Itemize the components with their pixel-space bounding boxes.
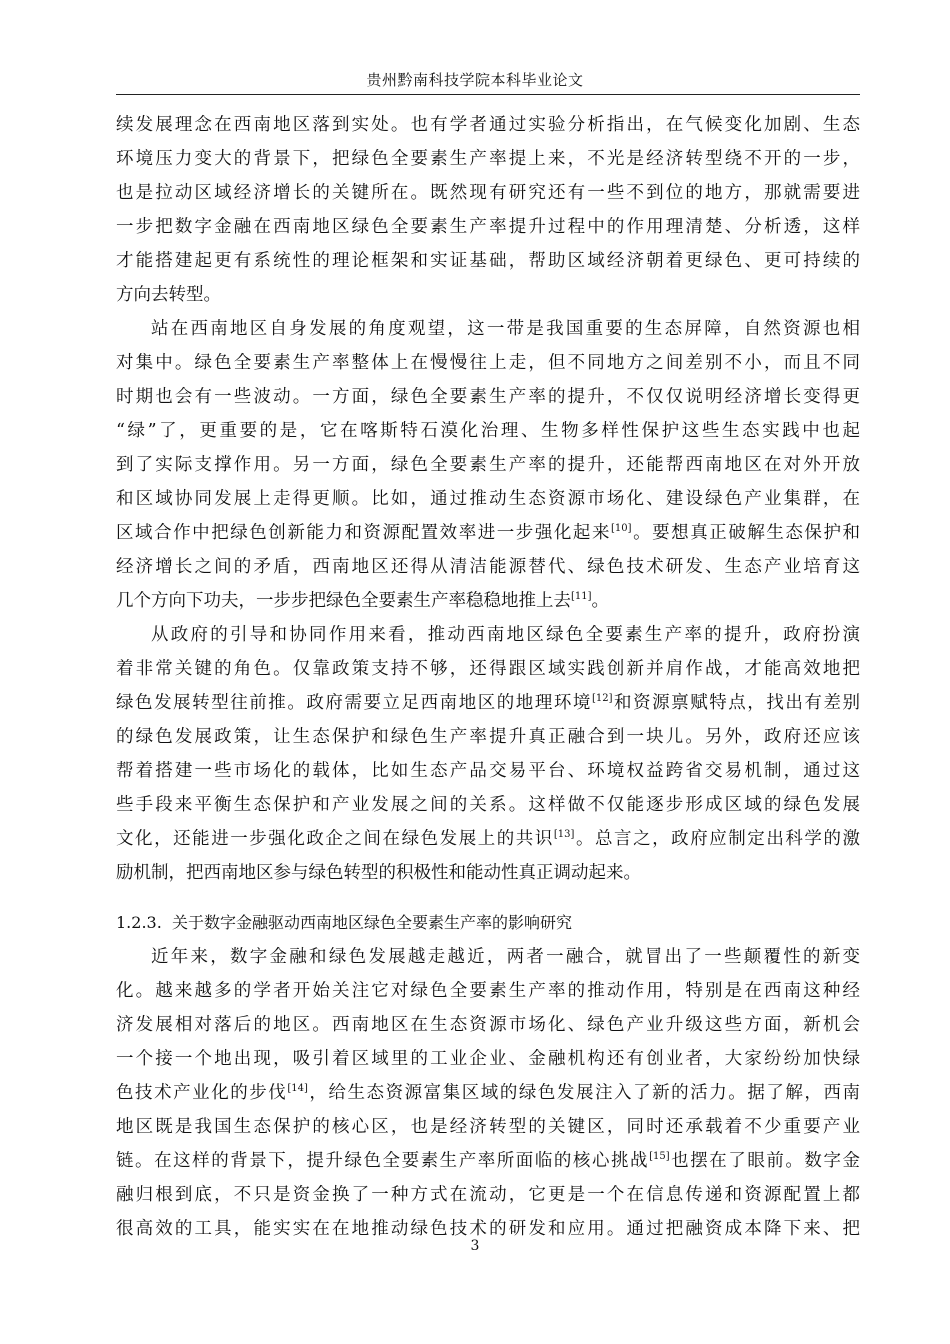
paragraph-4 bbox=[116, 940, 860, 1246]
text-line: 站在西南地区自身发展的角度观望，这一带是我国重要的生态屏障，自然资源也相 bbox=[151, 319, 860, 339]
text-segment: 色技术产业化的步伐 bbox=[116, 1083, 288, 1103]
text-line: 环境压力变大的背景下，把绿色全要素生产率提上来，不光是经济转型绕不开的一步， bbox=[116, 149, 860, 169]
text-segment: 文化，还能进一步强化政企之间在绿色发展上的共识 bbox=[116, 829, 554, 849]
text-segment: 。要想真正破解生态保护和 bbox=[631, 523, 860, 543]
citation-ref: [15] bbox=[649, 1151, 670, 1162]
section-title: 关于数字金融驱动西南地区绿色全要素生产率的影响研究 bbox=[171, 913, 572, 932]
section-number: 1.2.3. bbox=[116, 913, 162, 932]
section-heading bbox=[116, 906, 860, 940]
paragraph-2 bbox=[116, 312, 860, 618]
text-line: 励机制，把西南地区参与绿色转型的积极性和能动性真正调动起来。 bbox=[116, 863, 641, 883]
section-gap bbox=[116, 890, 860, 906]
citation-ref: [11] bbox=[571, 591, 592, 602]
text-segment: 几个方向下功夫，一步步把绿色全要素生产率稳稳地推上去 bbox=[116, 591, 571, 611]
text-line: 很高效的工具，能实实在在地推动绿色技术的研发和应用。通过把融资成本降下来、把 bbox=[116, 1219, 860, 1239]
body-text bbox=[116, 108, 860, 1246]
text-line: 也是拉动区域经济增长的关键所在。既然现有研究还有一些不到位的地方，那就需要进 bbox=[116, 183, 860, 203]
header-divider bbox=[116, 94, 860, 95]
text-segment: 。 bbox=[591, 591, 610, 611]
text-line: 续发展理念在西南地区落到实处。也有学者通过实验分析指出，在气候变化加剧、生态 bbox=[116, 115, 860, 135]
text-line bbox=[116, 1144, 860, 1178]
text-line: 时期也会有一些波动。一方面，绿色全要素生产率的提升，不仅仅说明经济增长变得更 bbox=[116, 387, 860, 407]
text-line: 帮着搭建一些市场化的载体，比如生态产品交易平台、环境权益跨省交易机制，通过这 bbox=[116, 761, 860, 781]
text-line bbox=[116, 686, 860, 720]
paragraph-1 bbox=[116, 108, 860, 312]
citation-ref: [13] bbox=[553, 829, 575, 840]
page-number: 3 bbox=[470, 1238, 480, 1254]
text-line: 些手段来平衡生态保护和产业发展之间的关系。这样做不仅能逐步形成区域的绿色发展 bbox=[116, 795, 860, 815]
text-segment: 绿色发展转型往前推。政府需要立足西南地区的地理环境 bbox=[116, 693, 592, 713]
text-line: 近年来，数字金融和绿色发展越走越近，两者一融合，就冒出了一些颠覆性的新变 bbox=[151, 947, 860, 967]
citation-ref: [12] bbox=[591, 693, 613, 704]
text-segment: 链。在这样的背景下，提升绿色全要素生产率所面临的核心挑战 bbox=[116, 1151, 650, 1171]
running-header: 贵州黔南科技学院本科毕业论文 bbox=[366, 71, 584, 89]
text-line: 方向去转型。 bbox=[116, 285, 221, 305]
text-line: 一步把数字金融在西南地区绿色全要素生产率提升过程中的作用理清楚、分析透，这样 bbox=[116, 217, 860, 237]
text-line bbox=[116, 822, 860, 856]
text-line: “绿”了，更重要的是，它在喀斯特石漠化治理、生物多样性保护这些生态实践中也起 bbox=[116, 421, 860, 441]
text-line: 融归根到底，不只是资金换了一种方式在流动，它更是一个在信息传递和资源配置上都 bbox=[116, 1185, 860, 1205]
text-line: 着非常关键的角色。仅靠政策支持不够，还得跟区域实践创新并肩作战，才能高效地把 bbox=[116, 659, 860, 679]
text-segment: 也摆在了眼前。数字金 bbox=[669, 1151, 860, 1171]
text-line: 和区域协同发展上走得更顺。比如，通过推动生态资源市场化、建设绿色产业集群，在 bbox=[116, 489, 860, 509]
text-line: 的绿色发展政策，让生态保护和绿色生产率提升真正融合到一块儿。另外，政府还应该 bbox=[116, 727, 860, 747]
text-line: 才能搭建起更有系统性的理论框架和实证基础，帮助区域经济朝着更绿色、更可持续的 bbox=[116, 251, 860, 271]
text-line: 化。越来越多的学者开始关注它对绿色全要素生产率的推动作用，特别是在西南这种经 bbox=[116, 981, 860, 1001]
text-line: 到了实际支撑作用。另一方面，绿色全要素生产率的提升，还能帮西南地区在对外开放 bbox=[116, 455, 860, 475]
text-line bbox=[116, 584, 860, 618]
citation-ref: [10] bbox=[611, 523, 632, 534]
text-line: 从政府的引导和协同作用来看，推动西南地区绿色全要素生产率的提升，政府扮演 bbox=[151, 625, 860, 645]
text-line bbox=[116, 1076, 860, 1110]
text-line: 对集中。绿色全要素生产率整体上在慢慢往上走，但不同地方之间差别不小，而且不同 bbox=[116, 353, 860, 373]
text-line: 济发展相对落后的地区。西南地区在生态资源市场化、绿色产业升级这些方面，新机会 bbox=[116, 1015, 860, 1035]
text-segment: 区域合作中把绿色创新能力和资源配置效率进一步强化起来 bbox=[116, 523, 612, 543]
text-line: 经济增长之间的矛盾，西南地区还得从清洁能源替代、绿色技术研发、生态产业培育这 bbox=[116, 557, 860, 577]
text-line bbox=[116, 516, 860, 550]
paragraph-3 bbox=[116, 618, 860, 890]
citation-ref: [14] bbox=[287, 1083, 308, 1094]
text-line: 地区既是我国生态保护的核心区，也是经济转型的关键区，同时还承载着不少重要产业 bbox=[116, 1117, 860, 1137]
text-segment: ，给生态资源富集区域的绿色发展注入了新的活力。据了解，西南 bbox=[307, 1083, 860, 1103]
text-segment: 和资源禀赋特点，找出有差别 bbox=[612, 693, 860, 713]
text-line: 一个接一个地出现，吸引着区域里的工业企业、金融机构还有创业者，大家纷纷加快绿 bbox=[116, 1049, 860, 1069]
text-segment: 。总言之，政府应制定出科学的激 bbox=[574, 829, 860, 849]
